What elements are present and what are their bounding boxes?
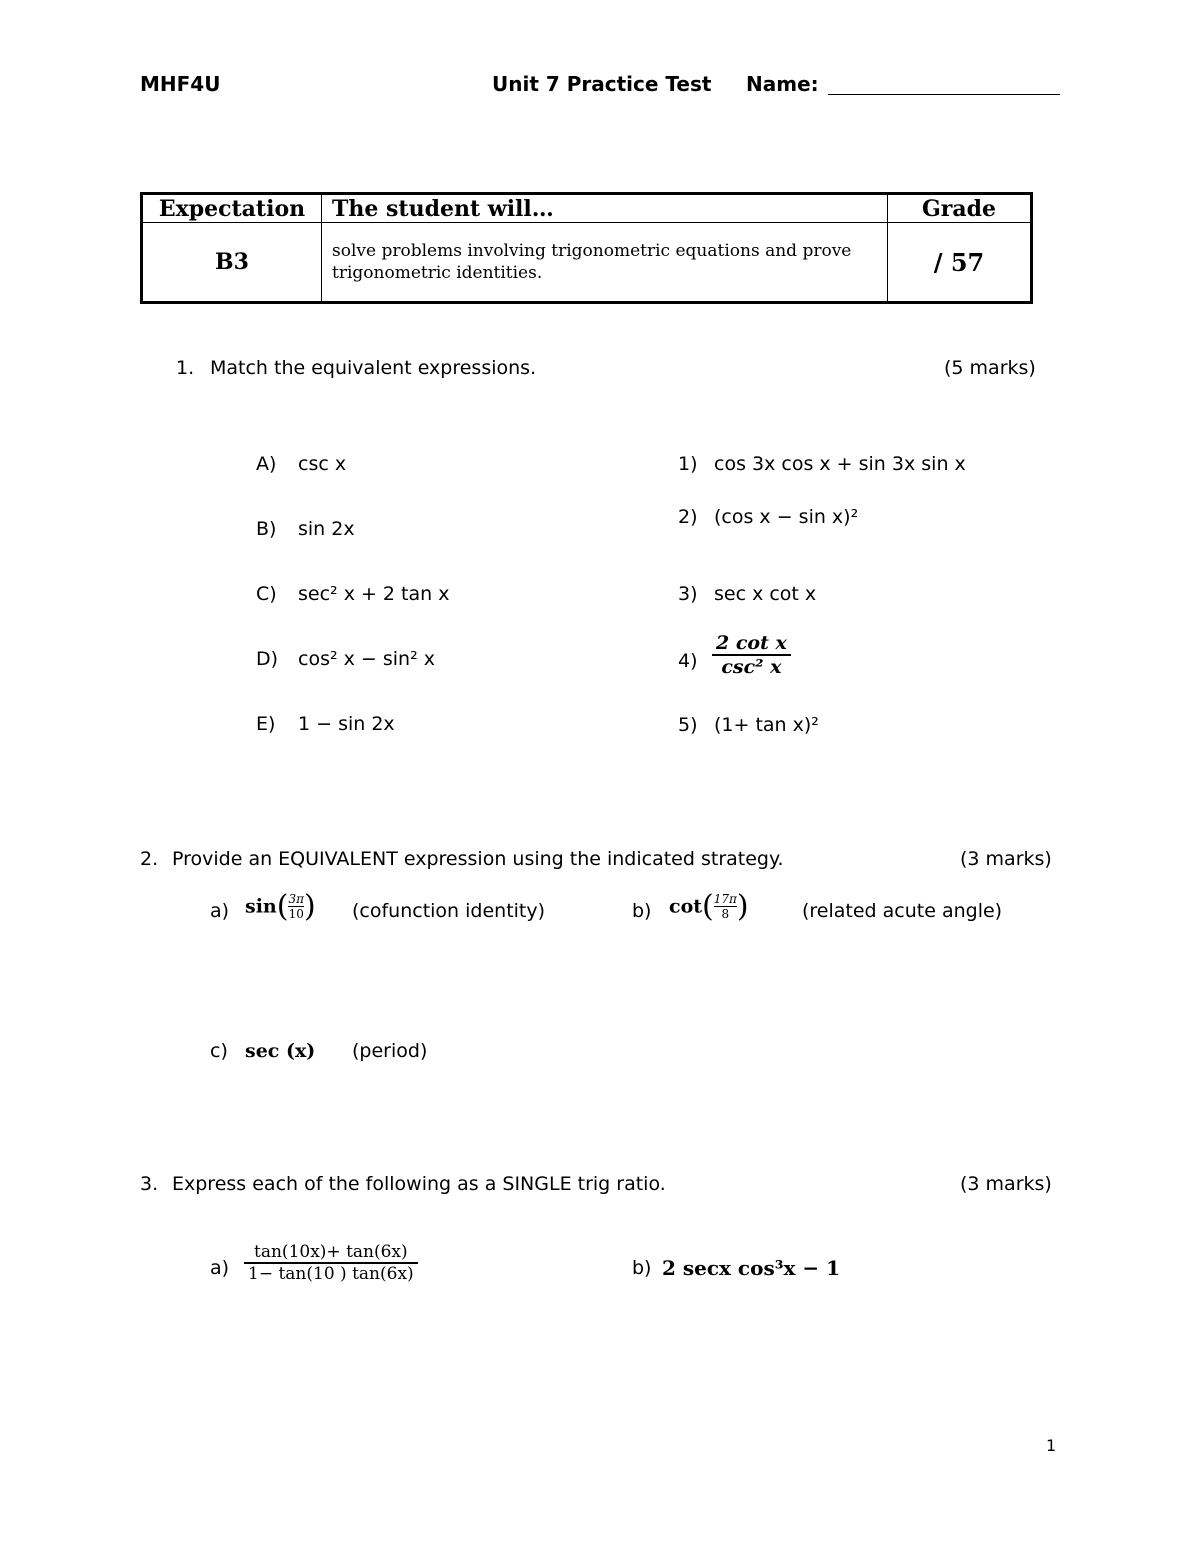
expectation-desc-line1: solve problems involving trigonometric equations and prove xyxy=(332,241,852,261)
test-title: Unit 7 Practice Test xyxy=(492,72,712,96)
q1-right-4-denominator: csc² x xyxy=(721,656,782,678)
q1-right-fraction-4 xyxy=(712,632,791,678)
q1-right-expr-5: (1+ tan x)² xyxy=(714,714,819,736)
q1-left-expr-e: 1 − sin 2x xyxy=(298,713,395,735)
grade-total: / 57 xyxy=(933,247,985,277)
q1-number: 1. xyxy=(176,357,195,379)
q3-marks: (3 marks) xyxy=(960,1173,1052,1195)
q3a-fraction xyxy=(244,1242,418,1284)
q1-right-expr-2: (cos x − sin x)² xyxy=(714,506,859,528)
expectation-code: B3 xyxy=(215,249,249,275)
q3a-numerator: tan(10x)+ tan(6x) xyxy=(254,1242,408,1262)
q2-text: Provide an EQUIVALENT expression using the indicated strategy. xyxy=(172,848,784,870)
rubric-table xyxy=(140,192,1033,304)
q2c-expression: sec (x) xyxy=(245,1040,316,1062)
q2a-numerator: 3π xyxy=(288,892,304,906)
q1-left-label-b: B) xyxy=(256,518,277,540)
q2b-hint: (related acute angle) xyxy=(802,900,1003,922)
q2a-denominator: 10 xyxy=(288,907,304,921)
q3b-expression: 2 secx cos³x − 1 xyxy=(662,1256,840,1280)
q1-right-4-numerator: 2 cot x xyxy=(716,632,787,654)
q1-right-label-4: 4) xyxy=(678,650,698,672)
q1-left-label-c: C) xyxy=(256,583,277,605)
q1-marks: (5 marks) xyxy=(944,357,1036,379)
page-number: 1 xyxy=(1046,1436,1057,1455)
q1-left-label-e: E) xyxy=(256,713,276,735)
q2b-expression: cot( $\frac{17\pi}{8}$ ) xyxy=(669,889,749,924)
q2b-label: b) xyxy=(632,900,652,922)
rubric-header-expectation: Expectation xyxy=(142,194,322,223)
q1-text: Match the equivalent expressions. xyxy=(210,357,537,379)
q2-marks: (3 marks) xyxy=(960,848,1052,870)
q3b-label: b) xyxy=(632,1257,652,1279)
q2a-hint: (cofunction identity) xyxy=(352,900,546,922)
q2c-hint: (period) xyxy=(352,1040,428,1062)
expectation-desc-line2: trigonometric identities. xyxy=(332,263,543,283)
q3a-label: a) xyxy=(210,1257,230,1279)
rubric-header-student: The student will… xyxy=(322,194,888,223)
q3-number: 3. xyxy=(140,1173,159,1195)
q1-right-label-2: 2) xyxy=(678,506,698,528)
q2a-function: sin xyxy=(245,895,277,918)
name-label: Name: xyxy=(746,72,819,96)
q1-right-label-1: 1) xyxy=(678,453,698,475)
q2c-label: c) xyxy=(210,1040,228,1062)
q2a-expression: sin( $\frac{3\pi}{10}$ ) xyxy=(245,889,316,924)
q1-right-label-3: 3) xyxy=(678,583,698,605)
q2a-label: a) xyxy=(210,900,230,922)
q1-left-expr-a: csc x xyxy=(298,453,347,475)
q2b-numerator: 17π xyxy=(713,892,737,906)
q1-left-label-d: D) xyxy=(256,648,279,670)
q3-text: Express each of the following as a SINGLE trig ratio. xyxy=(172,1173,666,1195)
q1-right-expr-3: sec x cot x xyxy=(714,583,817,605)
q1-left-expr-d: cos² x − sin² x xyxy=(298,648,435,670)
course-code: MHF4U xyxy=(140,72,221,96)
q1-right-label-5: 5) xyxy=(678,714,698,736)
name-blank-line[interactable] xyxy=(828,94,1060,95)
q1-right-expr-1: cos 3x cos x + sin 3x sin x xyxy=(714,453,966,475)
rubric-header-grade: Grade xyxy=(888,194,1032,223)
q2b-denominator: 8 xyxy=(721,907,730,921)
q3a-denominator: 1− tan(10 ) tan(6x) xyxy=(248,1264,414,1284)
q2-number: 2. xyxy=(140,848,159,870)
q1-left-expr-c: sec² x + 2 tan x xyxy=(298,583,450,605)
q1-left-label-a: A) xyxy=(256,453,277,475)
q2b-function: cot xyxy=(669,895,703,918)
q1-left-expr-b: sin 2x xyxy=(298,518,355,540)
